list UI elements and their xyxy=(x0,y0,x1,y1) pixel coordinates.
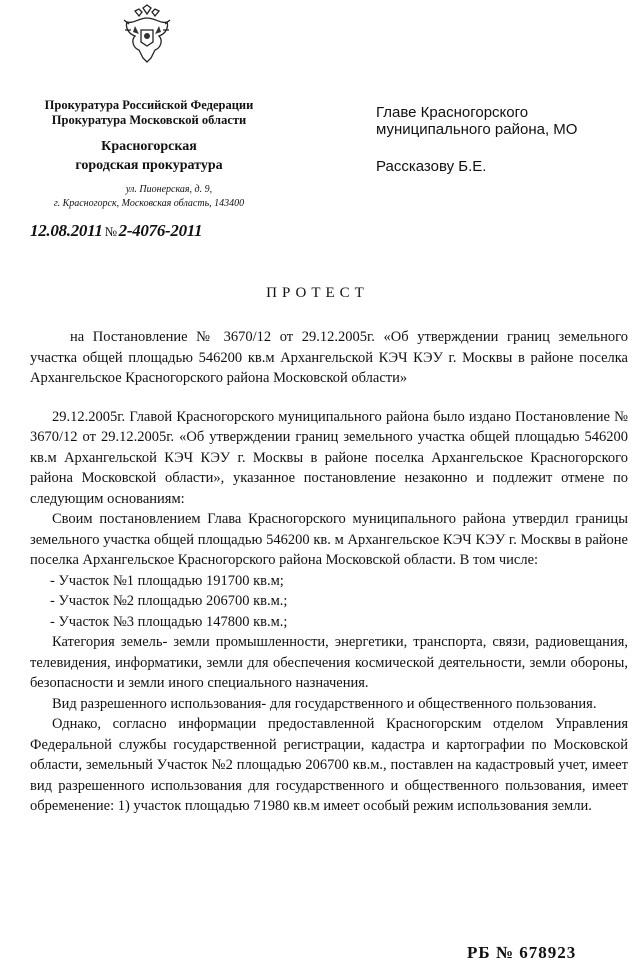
list-item: - Участок №2 площадью 206700 кв.м.; xyxy=(50,593,288,609)
serial-prefix: РБ № xyxy=(467,943,514,962)
form-serial-number xyxy=(467,943,576,963)
document-date: 12.08.2011 xyxy=(30,221,103,240)
registration-line xyxy=(30,221,202,241)
body-paragraph-2: Своим постановлением Глава Красногорского муниципального района утвердил границы земельного участка общей площадью 546200 кв. м Архангельское КЭЧ КЭУ г. Москвы в районе поселка Архангельское Красногорского района Московской области. В том числе: xyxy=(30,511,628,568)
document-number: 2-4076-2011 xyxy=(118,221,203,240)
address-line-2: г. Красногорск, Московская область, 143400 xyxy=(53,198,245,209)
recipient-block xyxy=(376,104,626,175)
document-body xyxy=(30,327,628,817)
recipient-line-2: муниципального района, МО xyxy=(376,121,578,138)
office-line-2: городская прокуратура xyxy=(75,158,223,173)
number-sign: № xyxy=(104,224,117,239)
list-item: - Участок №3 площадью 147800 кв.м.; xyxy=(50,613,288,630)
issuer-block xyxy=(18,98,280,211)
recipient-line-1: Главе Красногорского xyxy=(376,104,529,121)
document-title: ПРОТЕСТ xyxy=(266,285,369,301)
list-item: - Участок №1 площадью 191700 кв.м; xyxy=(50,572,284,589)
category-paragraph: Категория земель- земли промышленности, энергетики, транспорта, связи, радиовещания, телевидения, информатики, земли для обеспечения космической деятельности, земли обороны, безопасности и земли иного специального назначения. xyxy=(30,634,628,691)
subject-paragraph: на Постановление № 3670/12 от 29.12.2005г. «Об утверждении границ земельного участка общей площадью 546200 кв.м Архангельской КЭЧ КЭУ г. Москвы в районе поселка Архангельское Красногорского района Московской области» xyxy=(30,329,628,386)
recipient-name: Рассказову Б.Е. xyxy=(376,158,487,175)
org-line-2: Прокуратура Московской области xyxy=(51,113,247,127)
serial-number: 678923 xyxy=(519,943,577,962)
use-paragraph: Вид разрешенного использования- для государственного и общественного пользования. xyxy=(52,695,597,712)
address-line-1: ул. Пионерская, д. 9, xyxy=(125,184,213,195)
double-headed-eagle-emblem xyxy=(121,4,173,64)
office-line-1: Красногорская xyxy=(101,139,197,154)
body-paragraph-1: 29.12.2005г. Главой Красногорского муниципального района было издано Постановление № 3670/12 от 29.12.2005г. «Об утверждении границ земельного участка общей площадью 546200 кв.м Архангельской КЭЧ КЭУ г. Москвы в районе поселка Архангельское Красногорского района Московской области», указанное постановление незаконно и подлежит отмене по следующим основаниям: xyxy=(30,408,628,507)
however-paragraph: Однако, согласно информации предоставленной Красногорским отделом Управления Федеральной службы государственной регистрации, кадастра и картографии по Московской области, земельный Участок №2 площадью 206700 кв.м., поставлен на кадастровый учет, имеет вид разрешенного использования для государственного и общественного пользования, имеет обременение: 1) участок площадью 71980 кв.м имеет особый режим использования земли. xyxy=(30,716,628,814)
org-line-1: Прокуратура Российской Федерации xyxy=(44,98,254,112)
